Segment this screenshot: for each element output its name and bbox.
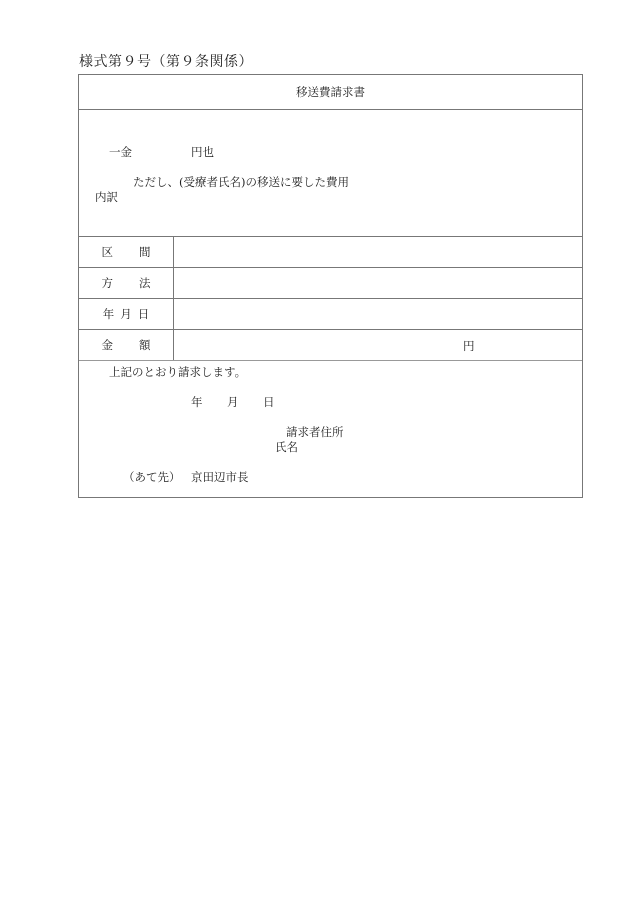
amount-section [79,110,582,237]
month-label: 月 [227,395,239,409]
method-value-field[interactable] [174,268,582,298]
amount-value-field[interactable] [174,330,582,360]
claim-form-table [78,74,583,498]
yen-unit-label: 円 [463,339,475,353]
method-label: 方 法 [79,268,174,298]
row-date [79,299,582,330]
day-label: 日 [263,395,275,409]
section-value-field[interactable] [174,237,582,267]
amount-suffix: 円也 [191,145,214,159]
form-number-label: 様式第９号（第９条関係） [79,54,253,70]
year-label: 年 [191,395,203,409]
form-title: 移送費請求書 [296,85,365,99]
cost-description: ただし、(受療者氏名)の移送に要した費用 [133,175,349,189]
claimant-address-label: 請求者住所 [286,425,344,439]
amount-label: 金 額 [79,330,174,360]
addressee-prefix: （あて先） [123,470,181,484]
request-statement: 上記のとおり請求します。 [109,365,247,379]
form-title-row [79,75,582,110]
section-label: 区 間 [79,237,174,267]
breakdown-label: 内訳 [95,190,118,204]
request-section [79,362,582,497]
row-amount [79,330,582,361]
date-value-field[interactable] [174,299,582,329]
amount-prefix: 一金 [109,145,132,159]
claimant-name-label: 氏名 [275,440,298,454]
row-method [79,268,582,299]
amount-input[interactable] [139,144,189,160]
row-section [79,237,582,268]
addressee-name: 京田辺市長 [191,470,249,484]
date-label: 年 月 日 [79,299,174,329]
